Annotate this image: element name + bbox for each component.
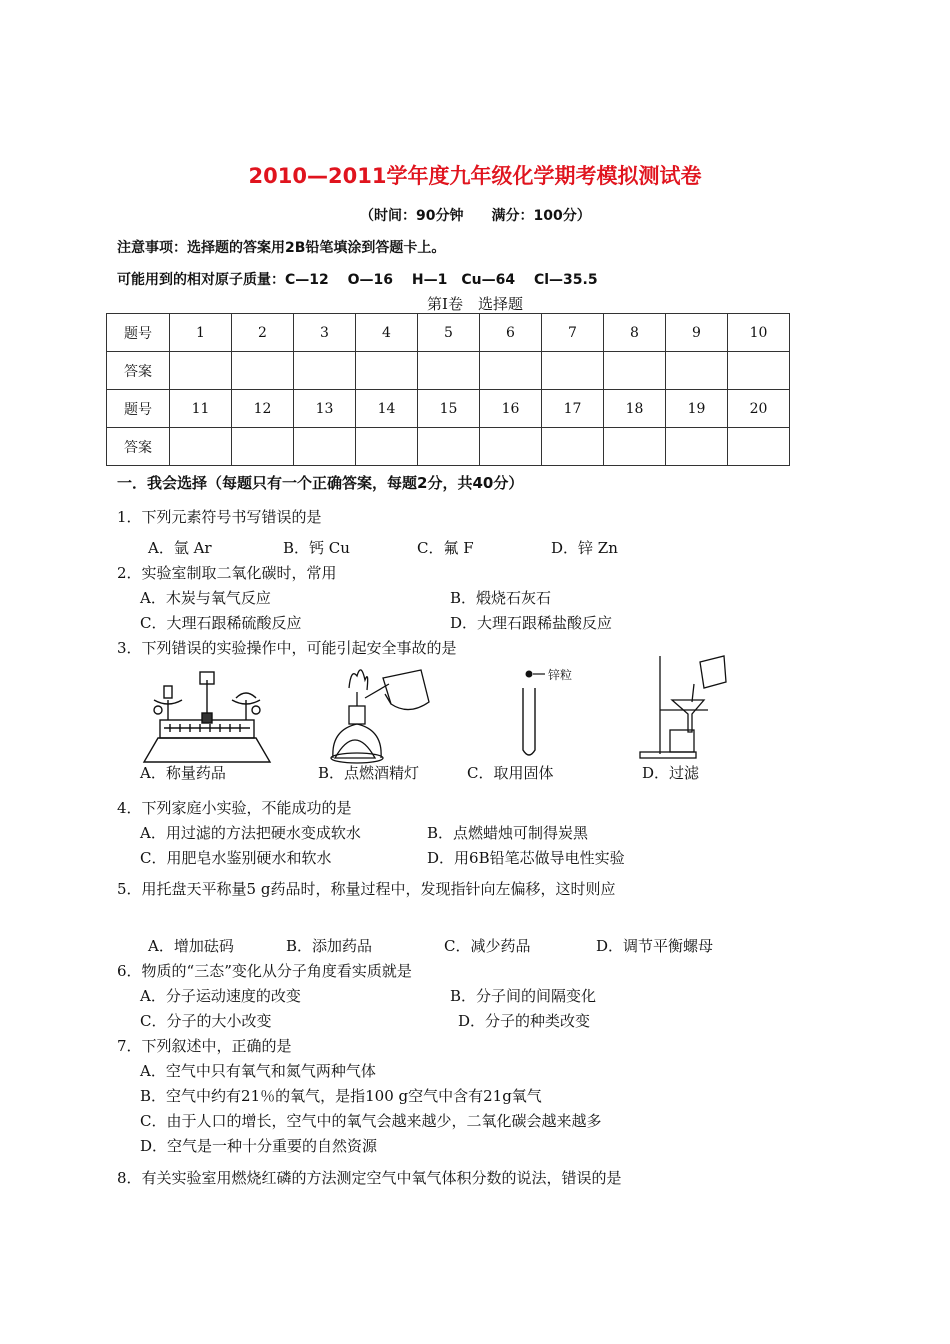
question-4-stem: 4．下列家庭小实验，不能成功的是 [117,799,352,817]
page-title: 2010—2011学年度九年级化学期考模拟测试卷 [248,164,702,188]
answer-cell[interactable] [666,428,728,466]
q2-option-b[interactable]: B．煅烧石灰石 [450,589,552,607]
q1-option-c[interactable]: C．氟 F [417,539,474,557]
q4-option-b[interactable]: B．点燃蜡烛可制得炭黑 [427,824,589,842]
answer-cell[interactable] [418,352,480,390]
q5-option-b[interactable]: B．添加药品 [286,937,373,955]
table-cell: 18 [604,390,666,428]
q2-option-c[interactable]: C．大理石跟稀硫酸反应 [140,614,302,632]
table-cell: 1 [170,314,232,352]
table-cell: 12 [232,390,294,428]
q3-option-b[interactable]: B．点燃酒精灯 [318,764,420,782]
question-3-stem: 3．下列错误的实验操作中，可能引起安全事故的是 [117,639,457,657]
table-cell: 20 [728,390,790,428]
zinc-granule-label: 锌粒 [548,668,573,682]
table-cell: 6 [480,314,542,352]
answer-cell[interactable] [480,352,542,390]
answer-table [106,313,790,466]
table-row [107,352,790,390]
question-2-stem: 2．实验室制取二氧化碳时，常用 [117,564,337,582]
q5-option-d[interactable]: D．调节平衡螺母 [596,937,714,955]
table-row [107,428,790,466]
part-one-heading: 一．我会选择（每题只有一个正确答案，每题2分，共40分） [117,474,524,492]
answer-cell[interactable] [418,428,480,466]
table-cell: 11 [170,390,232,428]
q6-option-c[interactable]: C．分子的大小改变 [140,1012,272,1030]
answer-cell[interactable] [604,352,666,390]
table-cell: 10 [728,314,790,352]
atomic-masses: 可能用到的相对原子质量：C—12 O—16 H—1 Cu—64 Cl—35.5 [117,272,598,288]
table-cell: 17 [542,390,604,428]
q5-option-c[interactable]: C．减少药品 [444,937,531,955]
answer-cell[interactable] [356,428,418,466]
question-5-stem: 5．用托盘天平称量5 g药品时，称量过程中，发现指针向左偏移，这时则应 [117,880,616,898]
table-cell: 4 [356,314,418,352]
q5-option-a[interactable]: A．增加砝码 [148,937,234,955]
answer-cell[interactable] [666,352,728,390]
table-cell: 5 [418,314,480,352]
q6-option-d[interactable]: D．分子的种类改变 [458,1012,591,1030]
section-title: 第Ⅰ卷 选择题 [427,295,523,313]
q1-option-a[interactable]: A．氩 Ar [148,539,212,557]
table-cell: 答案 [107,352,170,390]
table-cell: 9 [666,314,728,352]
answer-cell[interactable] [728,428,790,466]
answer-cell[interactable] [294,428,356,466]
balance-scale-figure [130,658,280,768]
answer-cell[interactable] [728,352,790,390]
alcohol-lamp-figure [325,662,435,768]
q1-option-d[interactable]: D．锌 Zn [551,539,618,557]
q7-option-b[interactable]: B．空气中约有21％的氧气，是指100 g空气中含有21g氧气 [140,1087,542,1105]
table-cell: 题号 [107,390,170,428]
question-1-stem: 1．下列元素符号书写错误的是 [117,508,322,526]
filtration-figure [630,652,730,762]
table-cell: 15 [418,390,480,428]
table-cell: 16 [480,390,542,428]
q2-option-d[interactable]: D．大理石跟稀盐酸反应 [450,614,613,632]
q4-option-d[interactable]: D．用6B铅笔芯做导电性实验 [427,849,625,867]
question-6-stem: 6．物质的“三态”变化从分子角度看实质就是 [117,962,412,980]
table-cell: 13 [294,390,356,428]
q7-option-a[interactable]: A．空气中只有氧气和氮气两种气体 [140,1062,376,1080]
answer-cell[interactable] [232,428,294,466]
q3-option-a[interactable]: A．称量药品 [140,764,226,782]
q4-option-a[interactable]: A．用过滤的方法把硬水变成软水 [140,824,361,842]
instructions: 注意事项：选择题的答案用2B铅笔填涂到答题卡上。 [117,240,446,256]
table-cell: 7 [542,314,604,352]
answer-cell[interactable] [170,352,232,390]
answer-cell[interactable] [542,352,604,390]
question-8-stem: 8．有关实验室用燃烧红磷的方法测定空气中氧气体积分数的说法，错误的是 [117,1169,622,1187]
question-7-stem: 7．下列叙述中，正确的是 [117,1037,292,1055]
q3-option-d[interactable]: D．过滤 [642,764,700,782]
exam-info: （时间：90分钟 满分：100分） [360,208,591,224]
table-cell: 19 [666,390,728,428]
answer-cell[interactable] [604,428,666,466]
table-cell: 题号 [107,314,170,352]
answer-cell[interactable] [170,428,232,466]
table-row [107,390,790,428]
q3-option-c[interactable]: C．取用固体 [467,764,554,782]
table-cell: 3 [294,314,356,352]
q7-option-d[interactable]: D．空气是一种十分重要的自然资源 [140,1137,378,1155]
table-cell: 14 [356,390,418,428]
answer-cell[interactable] [294,352,356,390]
q4-option-c[interactable]: C．用肥皂水鉴别硬水和软水 [140,849,332,867]
answer-cell[interactable] [232,352,294,390]
table-cell: 答案 [107,428,170,466]
q6-option-a[interactable]: A．分子运动速度的改变 [140,987,301,1005]
answer-cell[interactable] [480,428,542,466]
table-cell: 8 [604,314,666,352]
table-row [107,314,790,352]
q1-option-b[interactable]: B．钙 Cu [283,539,350,557]
q6-option-b[interactable]: B．分子间的间隔变化 [450,987,597,1005]
q2-option-a[interactable]: A．木炭与氧气反应 [140,589,271,607]
answer-cell[interactable] [356,352,418,390]
table-cell: 2 [232,314,294,352]
q7-option-c[interactable]: C．由于人口的增长，空气中的氧气会越来越少，二氧化碳会越来越多 [140,1112,602,1130]
answer-cell[interactable] [542,428,604,466]
